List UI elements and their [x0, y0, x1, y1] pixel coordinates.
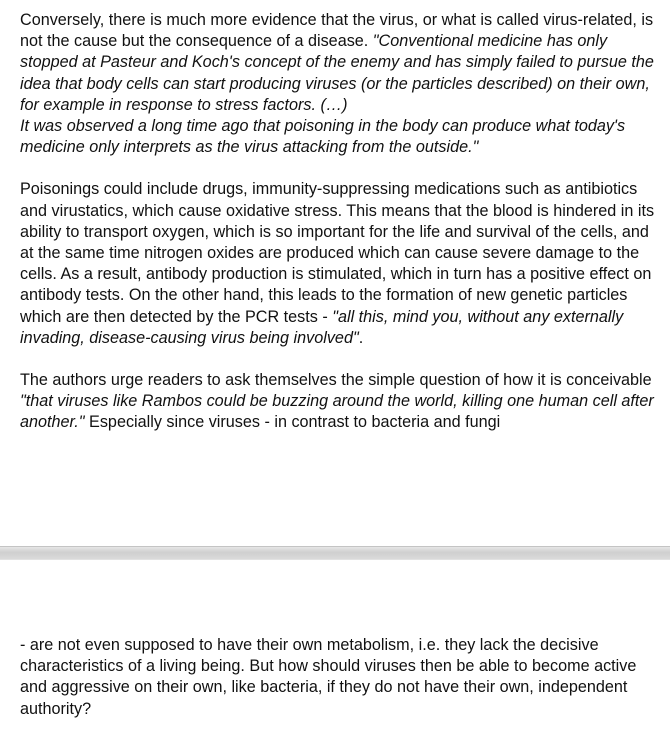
paragraph-2-text: Poisonings could include drugs, immunity-suppressing medications such as antibiotics and virustatics, which cause oxidative stress. This means that the blood is hindered in its ability to transport oxygen, which is so important for the life and survival of the cells, and at the same time nitrogen oxides are produced which can cause severe damage to the cells. As a result, antibody production is stimulated, which in turn has a positive effect on antibody tests. On the other hand, this leads to the formation of new genetic particles which are then detected by the PCR tests -: [20, 180, 655, 326]
paragraph-2: [20, 179, 658, 349]
paragraph-3: [20, 370, 658, 434]
paragraph-1-text: Conversely, there is much more evidence that the virus, or what is called virus-related, is not the cause but the consequence of a disease.: [20, 11, 654, 51]
paragraph-4: [20, 635, 658, 720]
document-page-2: [0, 560, 670, 730]
paragraph-3-quote: "that viruses like Rambos could be buzzing around the world, killing one human cell after another.": [20, 392, 654, 432]
paragraph-1-quote: "Conventional medicine has only stopped at Pasteur and Koch's concept of the enemy and has simply failed to pursue the idea that body cells can start producing viruses (or the particles described) on their own, for example in response to stress factors. (…): [20, 32, 654, 114]
paragraph-1-quote-continued: It was observed a long time ago that poisoning in the body can produce what today's medicine only interprets as the virus attacking from the outside.": [20, 117, 626, 157]
paragraph-4-text: - are not even supposed to have their own metabolism, i.e. they lack the decisive characteristics of a living being. But how should viruses then be able to become active and aggressive on their own, like bacteria, if they do not have their own, independent authority?: [20, 636, 637, 718]
paragraph-2-end: .: [358, 328, 364, 347]
page-break-divider: [0, 546, 670, 560]
paragraph-1: [20, 10, 658, 158]
paragraph-3-text: The authors urge readers to ask themselves the simple question of how it is conceivable: [20, 371, 652, 390]
paragraph-3-end: Especially since viruses - in contrast to bacteria and fungi: [84, 413, 501, 432]
paragraph-2-quote: "all this, mind you, without any externally invading, disease-causing virus being involved": [20, 307, 624, 347]
